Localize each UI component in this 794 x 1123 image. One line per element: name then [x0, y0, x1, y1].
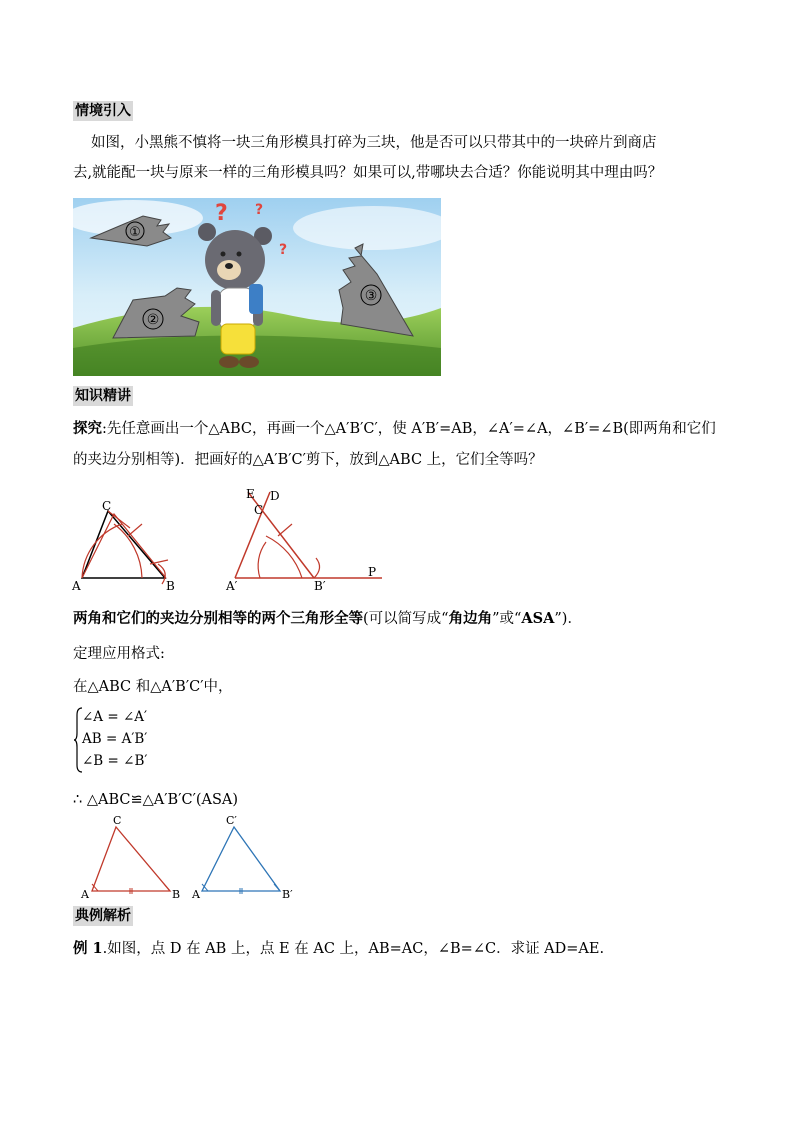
section-heading-example: 典例解析	[75, 908, 131, 924]
piece-label-1: ①	[129, 225, 141, 240]
piece-label-2: ②	[146, 312, 160, 328]
theorem-text-1: (可以简写成“	[363, 611, 449, 627]
piece-label-3: ③	[364, 288, 378, 304]
construction-figure	[70, 484, 390, 594]
label-A-prime: A′	[226, 579, 238, 593]
explore-label: 探究	[73, 420, 102, 437]
section-heading-knowledge: 知识精讲	[75, 388, 131, 404]
label-B-prime: B′	[314, 579, 326, 593]
conclusion-line: ∴ △ABC≌△A′B′C′(ASA)	[73, 792, 239, 808]
label-D: D	[270, 489, 280, 503]
example-1	[73, 936, 733, 962]
theorem-text-2: ”或“	[492, 611, 522, 627]
explore-line-1	[73, 416, 733, 442]
label-P: P	[368, 565, 377, 579]
theorem-abbr-1: 角边角	[448, 610, 493, 627]
theorem-bold: 两角和它们的夹边分别相等的两个三角形全等	[73, 610, 363, 627]
triangle-abc-construction	[71, 499, 175, 593]
condition-angle-a: ∠A = ∠A′	[82, 709, 148, 725]
theorem-abbr-2: ASA	[521, 610, 555, 627]
intro-line-1: 如图，小黑熊不慎将一块三角形模具打碎为三块，他是否可以只带其中的一块碎片到商店	[91, 135, 657, 151]
example-text: .如图，点 D 在 AB 上，点 E 在 AC 上，AB=AC，∠B=∠C．求证 AD=AE.	[102, 941, 605, 957]
fig2-label-C-prime: C′	[226, 814, 237, 827]
explore-line-2: 的夹边分别相等)．把画好的△A′B′C′剪下，放到△ABC 上，它们全等吗？	[73, 452, 543, 468]
question-mark-1: ?	[215, 201, 228, 226]
format-intro: 在△ABC 和△A′B′C′中，	[73, 679, 233, 695]
triangle-abc-prime-blue	[191, 814, 293, 901]
bear-scene-svg	[73, 198, 441, 376]
label-A-left: A	[72, 579, 81, 593]
congruent-triangles-figure	[76, 812, 306, 904]
label-B-left: B	[166, 579, 175, 593]
intro-line-2: 去,就能配一块与原来一样的三角形模具吗？如果可以,带哪块去合适？你能说明其中理由吗？	[73, 165, 663, 181]
fig2-label-C: C	[113, 814, 122, 827]
theorem-statement	[73, 606, 733, 632]
label-C-right: C	[254, 503, 264, 517]
bear-scene-illustration	[73, 198, 441, 376]
label-C-left: C	[102, 499, 112, 513]
condition-angle-b: ∠B = ∠B′	[82, 753, 148, 769]
format-title: 定理应用格式:	[73, 646, 165, 662]
explore-text-1: :先任意画出一个△ABC，再画一个△A′B′C′，使 A′B′=AB，∠A′=∠A，∠B′=∠B(即两角和它们	[102, 421, 716, 437]
example-label: 例 1	[73, 940, 103, 957]
fig2-label-B: B	[172, 888, 181, 901]
section-heading-intro: 情境引入	[75, 103, 131, 119]
label-E: E	[246, 487, 255, 501]
fig2-label-B-prime: B′	[282, 888, 293, 901]
triangle-abc-red	[80, 814, 180, 901]
theorem-text-3: ”)．	[554, 611, 582, 627]
question-mark-2: ?	[255, 202, 264, 218]
fig2-label-A-prime: A	[192, 888, 200, 901]
condition-side-ab: AB = A′B′	[82, 731, 148, 747]
fig2-label-A: A	[81, 888, 89, 901]
triangle-abc-prime-construction	[225, 487, 382, 593]
question-mark-3: ?	[279, 242, 288, 258]
